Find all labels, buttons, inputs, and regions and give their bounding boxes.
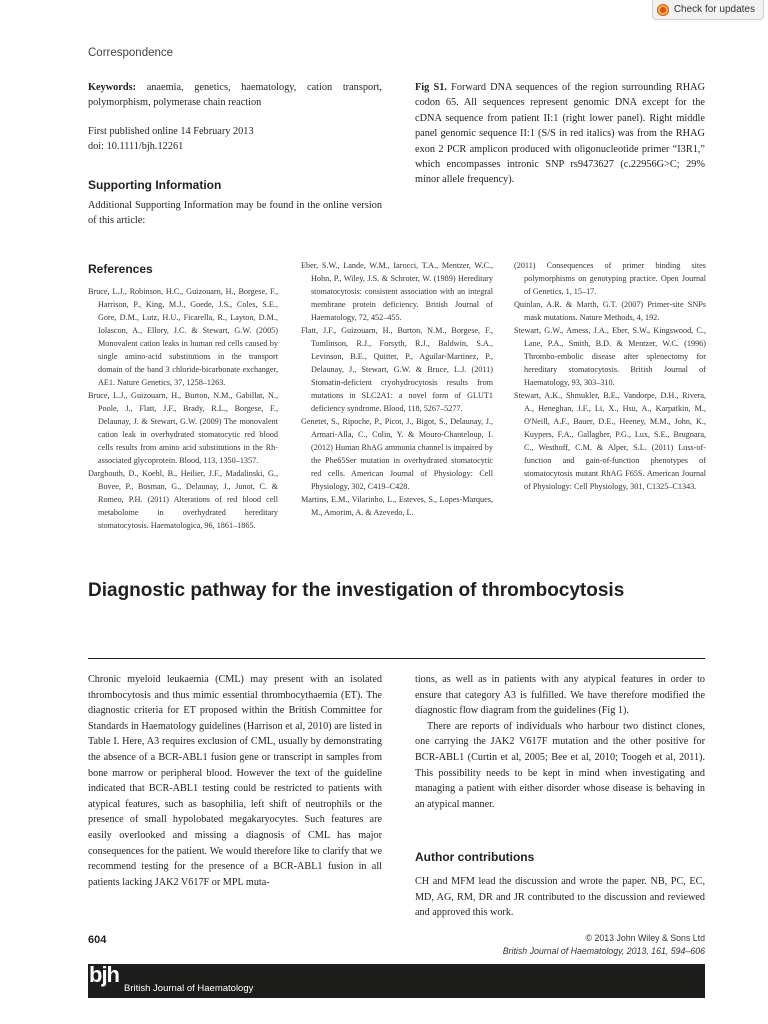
check-for-updates-button[interactable] xyxy=(652,0,764,20)
journal-citation: British Journal of Haematology, 2013, 161, 594–606 xyxy=(502,946,705,956)
body-paragraph: There are reports of individuals who harbour two distinct clones, one carrying the JAK2 V617F mutation and the other positive for BCR-ABL1 (Curtin et al, 2005; Bee et al, 2010; Toogeh et al, 2011). This possibility needs to be kept in mind when investigating and managing a patient with either disorder whose disease is behaving in an atypical manner. xyxy=(415,720,705,810)
page-number: 604 xyxy=(88,934,107,946)
check-for-updates-label: Check for updates xyxy=(673,4,755,15)
article-right-column xyxy=(415,672,705,812)
references-col-1 xyxy=(88,285,278,532)
doi: doi: 10.1111/bjh.12261 xyxy=(88,141,184,153)
footer-citation xyxy=(503,932,705,958)
reference: Bruce, L.J., Guizouarn, H., Burton, N.M., Gabillat, N., Poole, J., Flatt, J.F., Brady, R.L., Borgese, F., Delaunay, J. & Stewart, G.W. (2009) The monovalent cation leak in overhydrated stomatocytic red blood cells results from amino acid substitutions in the Rh-associated glycoprotein. Blood, 113, 1350–1357. xyxy=(88,391,278,465)
journal-banner xyxy=(88,964,705,998)
reference: Genetet, S., Ripoche, P., Picot, J., Bigot, S., Delaunay, J., Armari-Alla, C., Colin, Y. & Mouro-Chanteloup, I. (2012) Human RhAG ammonia channel is impaired by the Phe65Ser mutation in overhydrated stomatocytic red cells. American Journal of Physiology: Cell Physiology, 302, C419–C428. xyxy=(301,417,493,491)
body-paragraph: Chronic myeloid leukaemia (CML) may present with an isolated thrombocytosis and thus mimic essential thrombocythaemia (ET). The diagnostic criteria for ET proposed within the British Committee for Standards in Haematology guidelines (Harrison et al, 2010) are listed in Table I. Here, A3 requires exclusion of CML, usually by demonstrating the absence of a BCR-ABL1 fusion gene or transcript in samples from bone marrow or peripheral blood. However the text of the guideline indicated that BCR-ABL1 testing could be restricted to patients with atypical features, such as basophilia, left shift of neutrophils or the presence of small hypolobated megakaryocytes. Such features are easily overlooked and missing a diagnosis of CML has major consequences for the patient. We would therefore like to clarify that we recommend testing for the presence of a BCR-ABL1 fusion in all patients lacking JAK2 V617F or MPL muta- xyxy=(88,674,382,888)
reference: Quinlan, A.R. & Marth, G.T. (2007) Primer-site SNPs mask mutations. Nature Methods, 4, 192. xyxy=(514,300,706,322)
reference: Stewart, G.W., Amess, J.A., Eber, S.W., Kingswood, C., Lane, P.A., Smith, B.D. & Mentzer, W.C. (1996) Thrombo-embolic disease after splenectomy for hereditary stomatocytosis. British Journal of Haematology, 93, 303–310. xyxy=(514,326,706,387)
fig-s1-label: Fig S1. xyxy=(415,82,447,93)
keywords-block xyxy=(88,80,382,111)
title-rule xyxy=(88,658,705,659)
keywords-text: anaemia, genetics, haematology, cation transport, polymorphism, polymerase chain reaction xyxy=(88,82,382,109)
article-title: Diagnostic pathway for the investigation of thrombocytosis xyxy=(88,580,625,601)
supporting-heading: Supporting Information xyxy=(88,178,222,192)
published-date: First published online 14 February 2013 xyxy=(88,126,254,137)
bjh-logo: bjh xyxy=(88,964,120,998)
journal-name: British Journal of Haematology xyxy=(124,983,254,994)
contributions-text: CH and MFM lead the discussion and wrote the paper. NB, PC, EC, MD, AG, RM, DR and JR contributed to the discussion and reviewed and approved this work. xyxy=(415,876,705,919)
supporting-text: Additional Supporting Information may be found in the online version of this article: xyxy=(88,200,382,227)
fig-s1-text: Forward DNA sequences of the region surrounding RHAG codon 65. All sequences represent genomic DNA except for the cDNA sequence from patient II:1 (right lower panel). Right middle panel genomic sequence II:1 (S/S in red italics) was from the RHAG exon 2 PCR amplicon produced with oligonucleotide primer “I3R1,” which encompasses intronic SNP rs9473627 (c.22956G>C; 29% minor allele frequency). xyxy=(415,82,706,186)
reference: Eber, S.W., Lande, W.M., Iarocci, T.A., Mentzer, W.C., Hohn, P., Wiley, J.S. & Schroter, W. (1989) Hereditary stomatocytosis: consistent association with an integral membrane protein deficiency. British Journal of Haematology, 72, 452–455. xyxy=(301,261,493,322)
contributions-heading: Author contributions xyxy=(415,850,535,864)
publication-info xyxy=(88,124,382,155)
references-heading: References xyxy=(88,262,153,276)
reference: Stewart, A.K., Shmukler, B.E., Vandorpe, D.H., Rivera, A., Heneghan, J.F., Li, X., Hsu, A., Karpatkin, M., O'Neill, A.F., Bauer, D.E., Heeney, M.M., John, K., Kuypers, F.A., Gallagher, P.G., Lux, S.E., Brugnara, C., Westhoff, C.M. & Alper, S.L. (2011) Loss-of-function and gain-of-function phenotypes of stomatocytosis mutant RhAG F65S. American Journal of Physiology: Cell Physiology, 301, C1325–C1343. xyxy=(514,391,706,491)
copyright: © 2013 John Wiley & Sons Ltd xyxy=(585,933,705,943)
reference: Darghouth, D., Koehl, B., Heilier, J.F., Madalinski, G., Bovee, P., Bosman, G., Delaunay, J., Junot, C. & Romeo, P.H. (2011) Alterations of red blood cell metabolome in overhydrated hereditary stomatocytosis. Haematologica, 96, 1861–1865. xyxy=(88,469,278,530)
reference: Martins, E.M., Vilarinho, L., Esteves, S., Lopes-Marques, M., Amorim, A. & Azevedo, L. xyxy=(301,495,493,517)
supporting-info xyxy=(88,178,382,229)
crossmark-icon xyxy=(657,4,669,16)
reference: Flatt, J.F., Guizouarn, H., Burton, N.M., Borgese, F., Tomlinson, R.J., Forsyth, R.J., Baldwin, S.A., Levinson, B.E., Quittet, P., Aguilar-Martinez, P., Delaunay, J., Stewart, G.W. & Bruce, L.J. (2011) Stomatin-deficient cryohydrocytosis results from mutations in SLC2A1: a novel form of GLUT1 deficiency syndrome. Blood, 118, 5267–5277. xyxy=(301,326,493,413)
section-label: Correspondence xyxy=(88,47,174,59)
article-left-column xyxy=(88,672,382,890)
author-contributions xyxy=(415,850,705,921)
reference: (2011) Consequences of primer binding sites polymorphisms on genotyping practice. Open Journal of Genetics, 1, 15–17. xyxy=(514,261,706,296)
reference: Bruce, L.J., Robinson, H.C., Guizouarn, H., Borgese, F., Harrison, P., King, M.J., Goede, J.S., Coles, S.E., Gore, D.M., Lutz, H.U., Ficarella, R., Layton, D.M., Iolascon, A., Ellory, J.C. & Stewart, G.W. (2005) Monovalent cation leaks in human red cells caused by single amino-acid substitutions in the transport domain of the band 3 chloride-bicarbonate exchanger, AE1. Nature Genetics, 37, 1258–1263. xyxy=(88,287,278,387)
references-col-2 xyxy=(301,259,493,519)
keywords-label: Keywords: xyxy=(88,82,137,93)
references-col-3 xyxy=(514,259,706,493)
body-paragraph: tions, as well as in patients with any atypical features in order to ensure that category A3 is fulfilled. We have therefore modified the diagnostic flow diagram from the guidelines (Fig 1). xyxy=(415,674,705,717)
fig-s1-caption xyxy=(415,80,705,188)
